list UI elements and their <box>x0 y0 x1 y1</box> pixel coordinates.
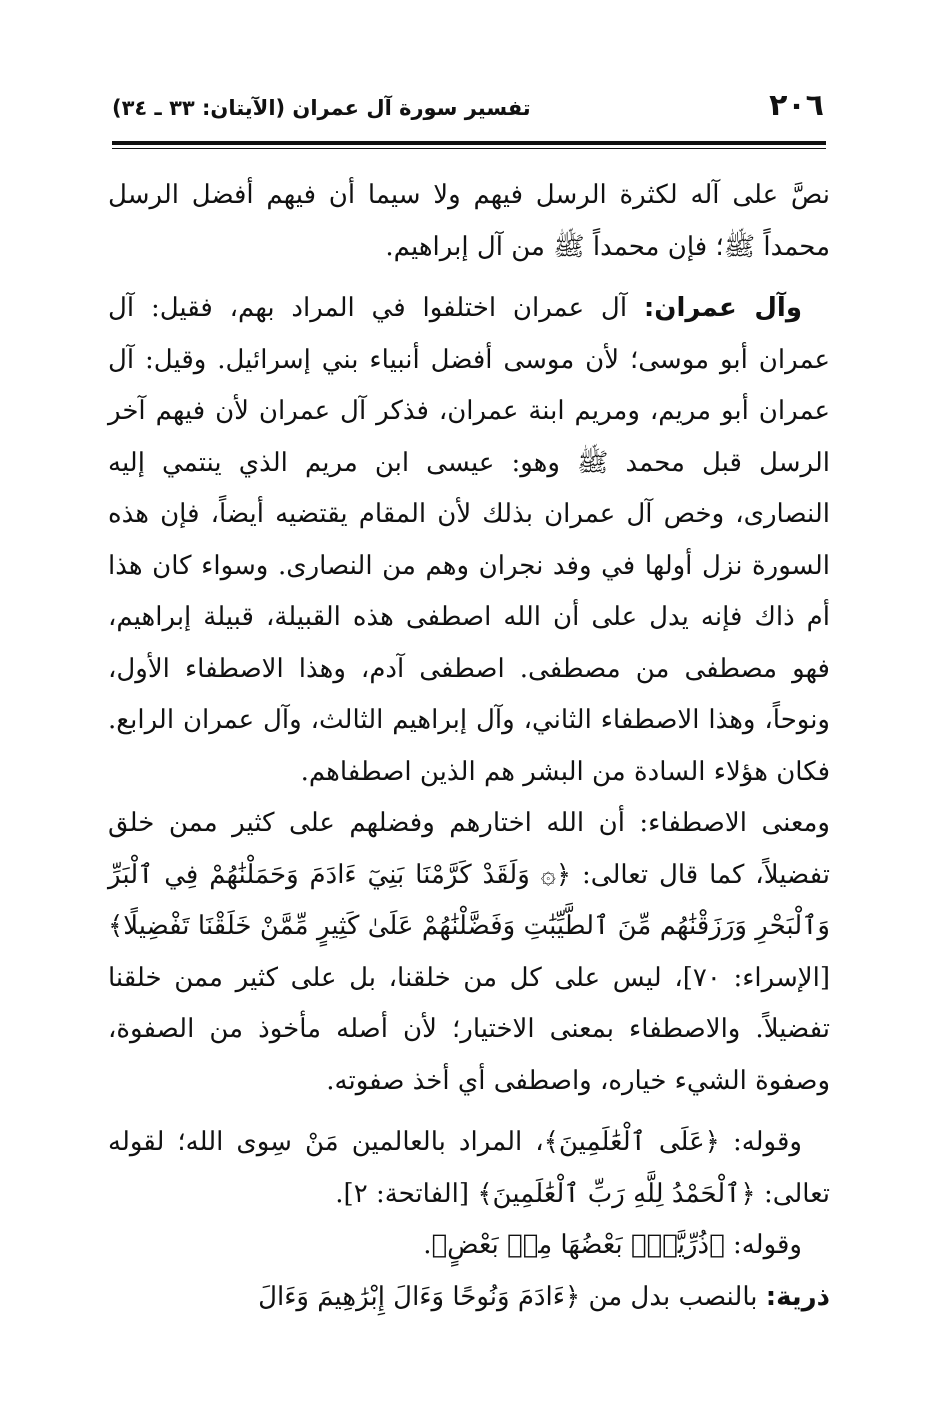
paragraph-text: ومعنى الاصطفاء: أن الله اختارهم وفضلهم على كثير ممن خلق تفضيلاً، كما قال تعالى: <box>108 808 830 890</box>
paragraph-lead: ذرية: <box>765 1281 830 1312</box>
paragraph-text: [الإسراء: ٧٠]، ليس على كل من خلقنا، بل على كثير ممن خلقنا تفضيلاً. والاصطفاء بمعنى الاختيار؛ لأن أصله مأخوذ من الصفوة، وصفوة الشيء خياره، واصطفى أي أخذ صفوته. <box>108 962 830 1096</box>
paragraph-5 <box>108 1220 830 1272</box>
paragraph-text: . <box>423 1230 432 1260</box>
paragraph-6 <box>108 1272 830 1324</box>
paragraph-text: وقوله: <box>732 1230 802 1260</box>
paragraph-lead: وآل عمران: <box>643 293 803 323</box>
page-header <box>112 86 824 130</box>
paragraph-text: [الفاتحة: ٢]. <box>335 1178 470 1209</box>
paragraph-2 <box>108 283 830 798</box>
paragraph-text: بالنصب بدل من <box>588 1281 758 1312</box>
quran-verse: ﴿ءَادَمَ وَنُوحًا وَءَالَ إِبْرَٰهِيمَ وَءَالَ <box>258 1281 581 1312</box>
paragraph-3 <box>108 798 830 1107</box>
quran-verse: ﴿ٱلْحَمْدُ لِلَّهِ رَبِّ ٱلْعَٰلَمِينَ﴾ <box>477 1178 756 1209</box>
running-title: تفسير سورة آل عمران (الآيتان: ٣٣ ـ ٣٤) <box>112 96 531 120</box>
header-rule-thick <box>112 141 826 145</box>
paragraph-1 <box>108 170 830 273</box>
body-text <box>108 170 830 1323</box>
paragraph-4 <box>108 1117 830 1220</box>
paragraph-text: نصَّ على آله لكثرة الرسل فيهم ولا سيما أن فيهم أفضل الرسل محمداً ﷺ؛ فإن محمداً ﷺ من آل إبراهيم. <box>108 180 830 262</box>
quran-verse: ﴿۞ وَلَقَدْ كَرَّمْنَا بَنِيٓ ءَادَمَ وَحَمَلْنَٰهُمْ فِي ٱلْبَرِّ وَٱلْبَحْرِ وَرَزَقْنَٰهُم مِّنَ ٱلطَّيِّبَٰتِ وَفَضَّلْنَٰهُمْ عَلَىٰ كَثِيرٍ مِّمَّنْ خَلَقْنَا تَفْضِيلًا﴾ <box>108 859 830 941</box>
paragraph-text: آل عمران اختلفوا في المراد بهم، فقيل: آل عمران أبو موسى؛ لأن موسى أفضل أنبياء بني إسرائيل. وقيل: آل عمران أبو مريم، ومريم ابنة عمران، فذكر آل عمران لأن فيهم آخر الرسل قبل محمد ﷺ وهو: عيسى ابن مريم الذي ينتمي إليه النصارى، وخص آل عمران بذلك لأن المقام يقتضيه أيضاً، فإن هذه السورة نزل أولها في وفد نجران وهم من النصارى. وسواء كان هذا أم ذاك فإنه يدل على أن الله اصطفى هذه القبيلة، قبيلة إبراهيم، فهو مصطفى من مصطفى. اصطفى آدم، وهذا الاصطفاء الأول، ونوحاً، وهذا الاصطفاء الثاني، وآل إبراهيم الثالث، وآل عمران الرابع. فكان هؤلاء السادة من البشر هم الذين اصطفاهم. <box>108 293 831 787</box>
paragraph-text: ، المراد بالعالمين مَنْ سِوى الله؛ لقوله تعالى: <box>108 1127 830 1209</box>
quran-verse: ﴿ذُرِّيَّةًۢ بَعْضُهَا مِنۢ بَعْضٍ﴾ <box>431 1230 725 1260</box>
header-rule-thin <box>112 148 826 149</box>
quran-verse: ﴿عَلَى ٱلْعَٰلَمِينَ﴾ <box>543 1127 720 1157</box>
paragraph-text: وقوله: <box>732 1127 802 1157</box>
page-number: ٢٠٦ <box>769 88 824 123</box>
